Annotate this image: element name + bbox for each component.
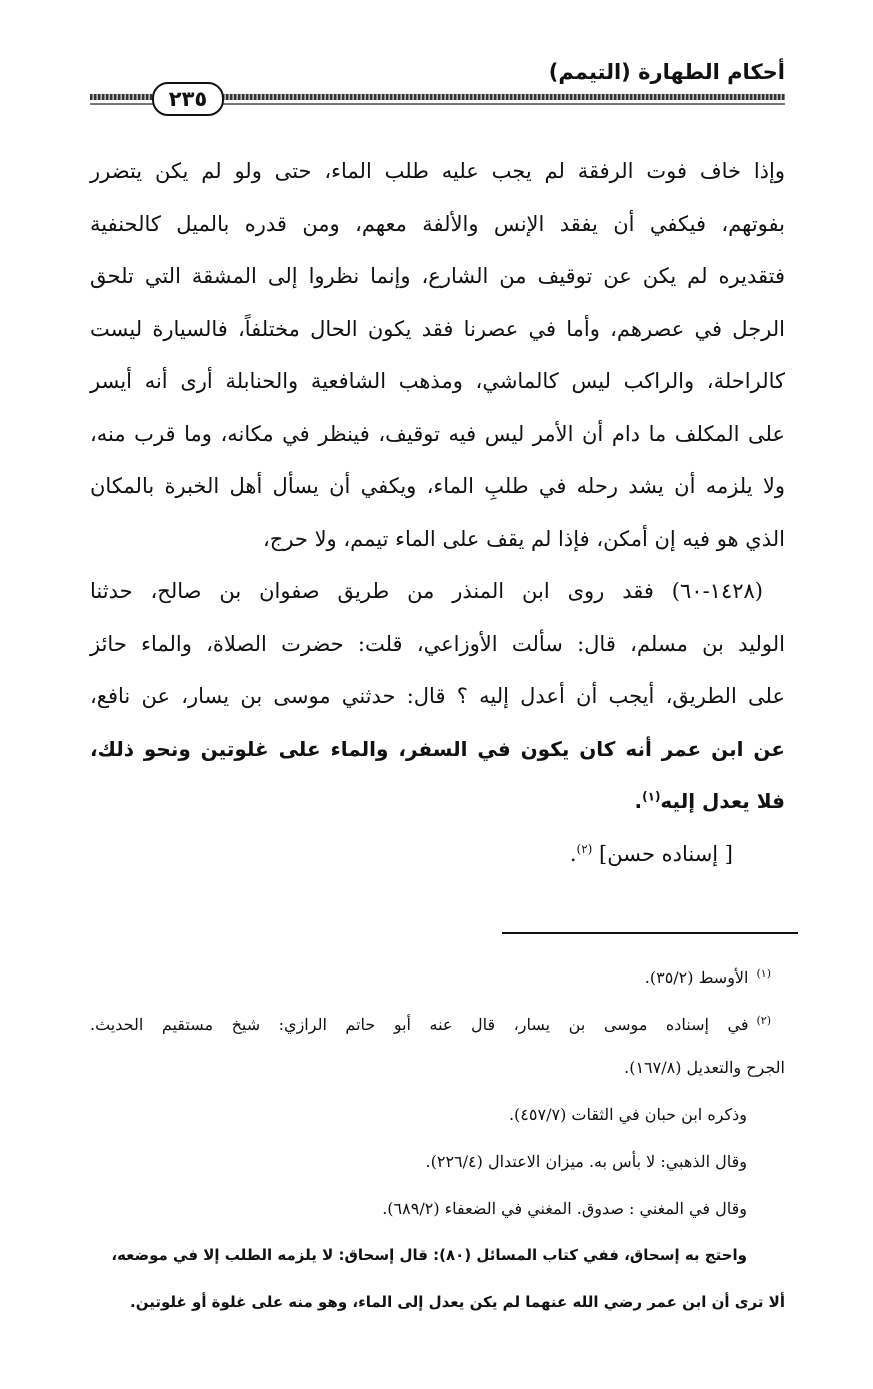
hadith-intro-line: (١٤٢٨-٦٠) فقد روى ابن المنذر من طريق صفوان بن صالح، حدثنا: [90, 579, 763, 603]
page-number: ٢٣٥: [152, 82, 224, 116]
text-line: فتقديره لم يكن عن توقيف من الشارع، وإنما نظروا إلى المشقة التي تلحق: [90, 264, 785, 288]
footnote-line: وذكره ابن حبان في الثقات (٤٥٧/٧).: [508, 1105, 747, 1124]
footnote-2-marker: (٢): [756, 1014, 771, 1027]
footnote-line: وقال الذهبي: لا بأس به. ميزان الاعتدال (٢٢٦/٤).: [425, 1152, 747, 1171]
running-title: أحكام الطهارة (التيمم): [548, 60, 785, 84]
text-line: ولا يلزمه أن يشد رحله في طلبِ الماء، ويكفي أن يسأل أهل الخبرة بالمكان: [90, 474, 785, 498]
footnote-1: $^{(١)}$الأوسط (٣٥/٢).: [644, 967, 771, 987]
isnad-grade-line: [ إسناده حسن] $^{(٢)}$.: [569, 841, 733, 866]
footnote-separator: [502, 932, 798, 934]
text-line: الوليد بن مسلم، قال: سألت الأوزاعي، قلت: حضرت الصلاة، والماء حائز: [90, 631, 785, 656]
text-line: كالراحلة، والراكب ليس كالماشي، ومذهب الشافعية والحنابلة أرى أنه أيسر: [90, 369, 785, 393]
footnote-ref-1[interactable]: (١): [642, 789, 661, 804]
footnote-line: ألا ترى أن ابن عمر رضي الله عنهما لم يكن يعدل إلى الماء، وهو منه على غلوة أو غلوتين.: [130, 1293, 785, 1311]
footnote-2: $^{(٢)}$في إسناده موسى بن يسار، قال عنه أبو حاتم الرازي: شيخ مستقيم الحديث.: [90, 1014, 771, 1034]
text-line: بفوتهم، فيكفي أن يفقد الإنس والألفة معهم، ومن قدره بالميل كالحنفية: [90, 211, 785, 236]
footnote-line: وقال في المغني : صدوق. المغني في الضعفاء (٦٨٩/٢).: [382, 1199, 747, 1218]
hadith-text-line: عن ابن عمر أنه كان يكون في السفر، والماء على غلوتين ونحو ذلك،: [90, 736, 785, 761]
main-text: [90, 145, 785, 880]
text-line: على الطريق، أيجب أن أعدل إليه ؟ قال: حدثني موسى بن يسار، عن نافع،: [90, 684, 785, 708]
hadith-text-line: فلا يعدل إليه$^{(١)}$.: [634, 789, 785, 813]
footnote-1-marker: (١): [756, 967, 771, 980]
footnotes: [90, 950, 785, 1326]
text-line: الذي هو فيه إن أمكن، فإذا لم يقف على الماء تيمم، ولا حرج،: [263, 526, 785, 551]
page-header: [90, 60, 785, 120]
text-line: على المكلف ما دام أن الأمر ليس فيه توقيف، فينظر في مكانه، وما قرب منه،: [90, 421, 785, 446]
footnote-line: الجرح والتعديل (١٦٧/٨).: [624, 1058, 785, 1077]
footnote-ref-2[interactable]: (٢): [576, 841, 593, 856]
text-line: الرجل في عصرهم، وأما في عصرنا فقد يكون الحال مختلفاً، فالسيارة ليست: [90, 316, 785, 341]
text-line: وإذا خاف فوت الرفقة لم يجب عليه طلب الماء، حتى ولو لم يكن يتضرر: [90, 159, 785, 183]
footnote-line: واحتج به إسحاق، ففي كتاب المسائل (٨٠): قال إسحاق: لا يلزمه الطلب إلا في موضعه،: [111, 1246, 747, 1264]
